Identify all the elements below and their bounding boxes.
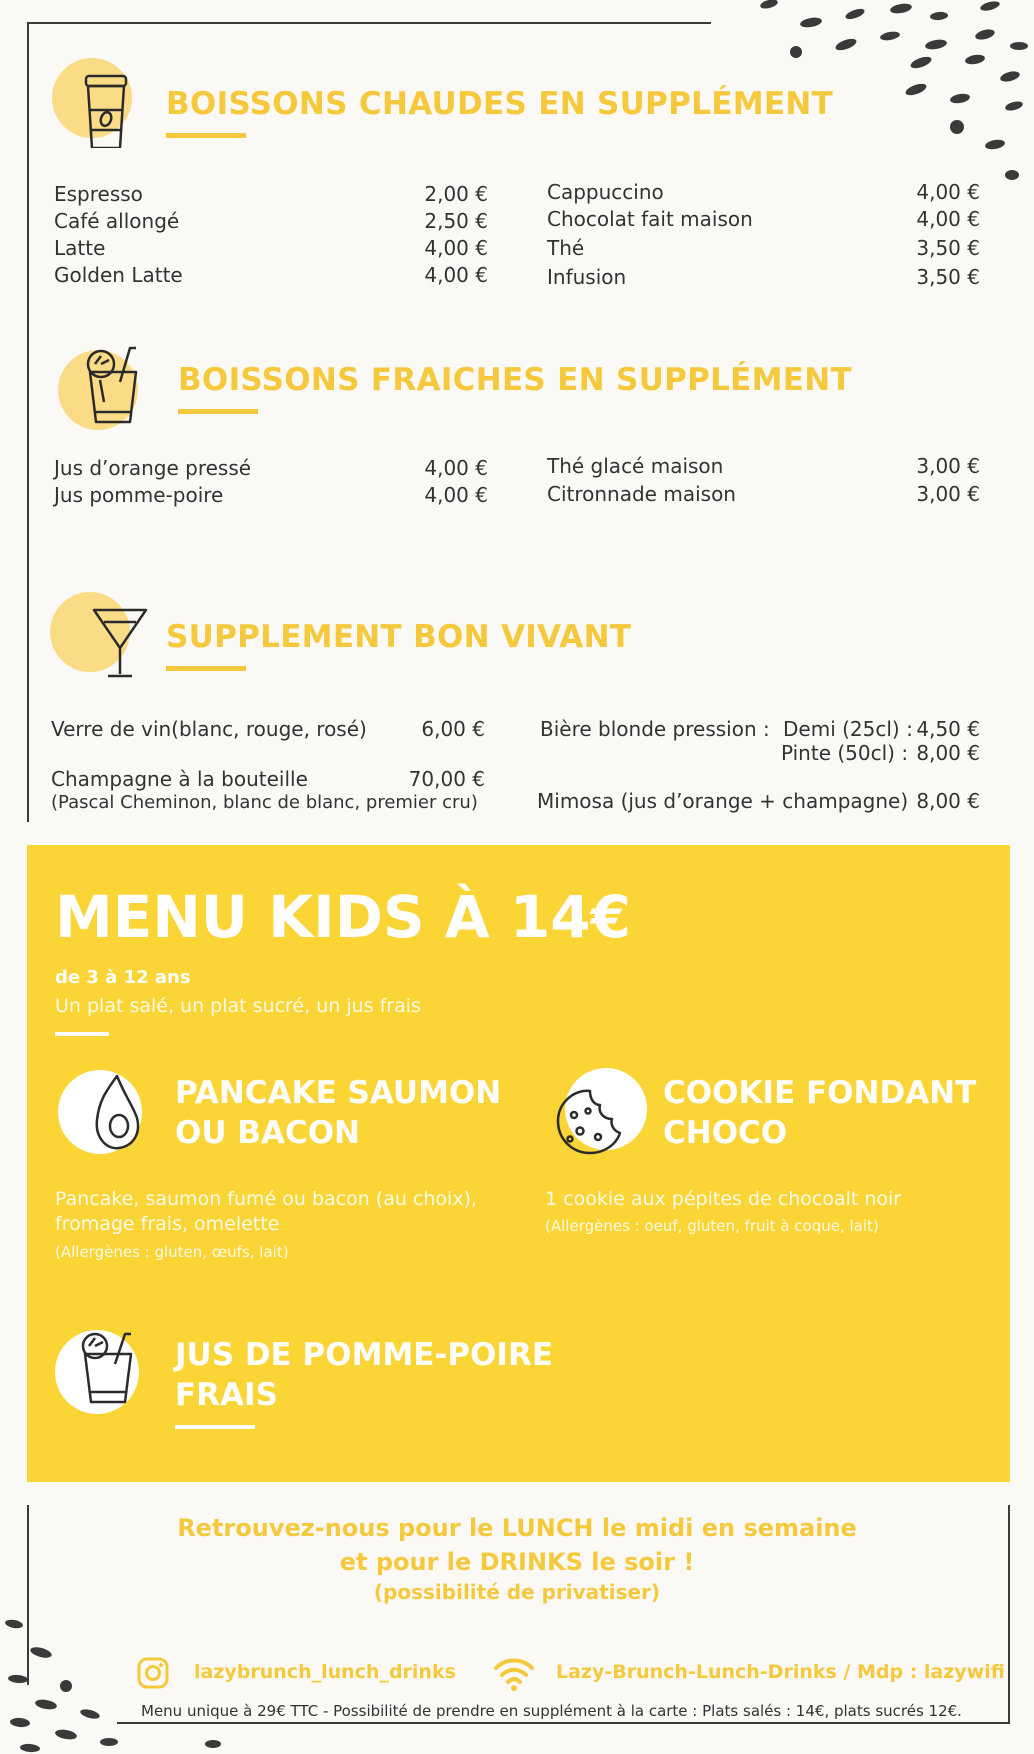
juice-glass-icon xyxy=(55,1330,155,1420)
instagram-icon[interactable] xyxy=(136,1656,170,1690)
mimosa-price: 8,00 € xyxy=(916,789,980,813)
cold-drinks-title: BOISSONS FRAICHES EN SUPPLÉMENT xyxy=(178,362,852,398)
menu-item-price: 3,50 € xyxy=(916,265,980,289)
dish1-allergens: (Allergènes : gluten, œufs, lait) xyxy=(55,1243,289,1261)
menu-item-price: 4,00 € xyxy=(424,263,488,287)
dish3-underline xyxy=(175,1425,255,1429)
wifi-icon xyxy=(492,1654,536,1692)
menu-item-name: Espresso xyxy=(54,182,143,206)
cold-drink-icon xyxy=(56,342,156,442)
menu-item-price: 4,00 € xyxy=(916,180,980,204)
dish2-description: 1 cookie aux pépites de chocoalt noir xyxy=(545,1188,902,1210)
frame-left-line xyxy=(27,22,29,822)
dish2-title-line2: CHOCO xyxy=(663,1115,788,1151)
beer-demi-price: 4,50 € xyxy=(916,717,980,741)
menu-item-price: 4,00 € xyxy=(916,207,980,231)
champagne-price: 70,00 € xyxy=(408,767,485,791)
frame-bottom-line xyxy=(117,1722,1010,1724)
dish1-description-line1: Pancake, saumon fumé ou bacon (au choix), xyxy=(55,1188,478,1210)
champagne-detail: (Pascal Cheminon, blanc de blanc, premier cru) xyxy=(51,792,478,813)
beer-name: Bière blonde pression : xyxy=(540,717,770,741)
footer-note: Menu unique à 29€ TTC - Possibilité de prendre en supplément à la carte : Plats salés : 14€, plats sucrés 12€. xyxy=(141,1702,962,1720)
cold-drinks-underline xyxy=(178,409,258,414)
dish1-title-line2: OU BACON xyxy=(175,1115,360,1151)
cocktail-glass-icon xyxy=(50,592,150,682)
kids-age-range: de 3 à 12 ans xyxy=(55,967,191,988)
frame-top-line xyxy=(27,22,711,24)
mimosa-name: Mimosa (jus d’orange + champagne) xyxy=(537,789,909,813)
instagram-handle[interactable]: lazybrunch_lunch_drinks xyxy=(194,1661,456,1683)
menu-item-name: Cappuccino xyxy=(547,180,664,204)
beer-pinte-label: Pinte (50cl) : xyxy=(781,741,909,765)
menu-item-name: Café allongé xyxy=(54,209,180,233)
menu-item-price: 3,00 € xyxy=(916,482,980,506)
menu-item-price: 2,00 € xyxy=(424,182,488,206)
beer-pinte-price: 8,00 € xyxy=(916,741,980,765)
menu-item-name: Thé glacé maison xyxy=(547,454,724,478)
kids-menu-panel xyxy=(27,845,1010,1482)
coffee-cup-icon xyxy=(50,58,140,148)
kids-menu-title: MENU KIDS À 14€ xyxy=(55,883,631,951)
menu-item-price: 4,00 € xyxy=(424,483,488,507)
menu-item-name: Thé xyxy=(547,236,585,260)
dish1-title-line1: PANCAKE SAUMON xyxy=(175,1075,502,1111)
avocado-icon xyxy=(55,1070,155,1160)
menu-item-price: 3,00 € xyxy=(916,454,980,478)
kids-menu-description: Un plat salé, un plat sucré, un jus frais xyxy=(55,995,421,1017)
hot-drinks-underline xyxy=(166,133,246,138)
dish1-description-line2: fromage frais, omelette xyxy=(55,1213,280,1235)
dish3-title-line1: JUS DE POMME-POIRE xyxy=(175,1337,553,1373)
menu-item-price: 4,00 € xyxy=(424,456,488,480)
menu-item-name: Chocolat fait maison xyxy=(547,207,753,231)
menu-item-name: Golden Latte xyxy=(54,263,183,287)
menu-item-name: Citronnade maison xyxy=(547,482,736,506)
footer-line2: et pour le DRINKS le soir ! xyxy=(339,1548,695,1576)
menu-item-name: Jus pomme-poire xyxy=(54,483,224,507)
menu-item-price: 3,50 € xyxy=(916,236,980,260)
dish2-allergens: (Allergènes : oeuf, gluten, fruit à coque, lait) xyxy=(545,1217,879,1235)
footer-line3: (possibilité de privatiser) xyxy=(373,1580,661,1604)
footer-line1: Retrouvez-nous pour le LUNCH le midi en semaine xyxy=(177,1514,857,1542)
menu-item-name: Infusion xyxy=(547,265,627,289)
beer-demi-label: Demi (25cl) : xyxy=(783,717,913,741)
champagne-name: Champagne à la bouteille xyxy=(51,767,308,791)
wine-name: Verre de vin(blanc, rouge, rosé) xyxy=(51,717,367,741)
menu-item-name: Jus d’orange pressé xyxy=(54,456,252,480)
wine-price: 6,00 € xyxy=(421,717,485,741)
kids-divider xyxy=(55,1032,109,1036)
wifi-info: Lazy-Brunch-Lunch-Drinks / Mdp : lazywifi xyxy=(556,1661,1005,1683)
bon-vivant-title: SUPPLEMENT BON VIVANT xyxy=(166,619,632,655)
menu-item-price: 2,50 € xyxy=(424,209,488,233)
cookie-icon xyxy=(544,1067,654,1167)
dish2-title-line1: COOKIE FONDANT xyxy=(663,1075,977,1111)
menu-item-name: Latte xyxy=(54,236,106,260)
hot-drinks-title: BOISSONS CHAUDES EN SUPPLÉMENT xyxy=(166,86,834,122)
bon-vivant-underline xyxy=(166,666,246,671)
dish3-title-line2: FRAIS xyxy=(175,1377,278,1413)
menu-item-price: 4,00 € xyxy=(424,236,488,260)
